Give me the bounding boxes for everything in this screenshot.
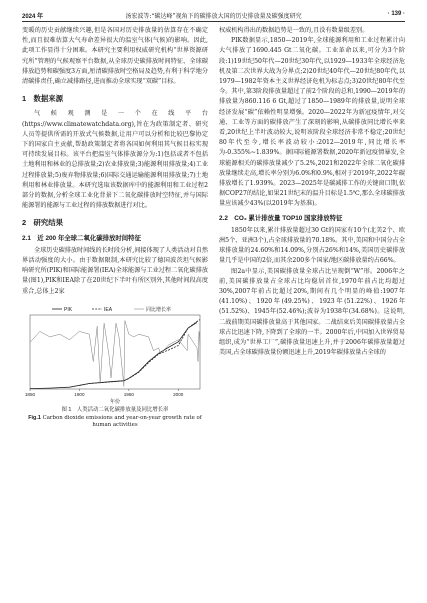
legend-label-0: PIK [64, 306, 73, 313]
page-number: · 139 · [387, 11, 405, 17]
data-source-paragraph: 气候观测是一个在线平台(https://www.climatewatchdata.org),旨在为政策制定者、研究人员等提供所需的开放式气候数据,让用户可以分析和比较巴黎协定下的国家自主贡献,帮助政策制定者将各国如何利用其气候目标实现可持续发展目标。该平台把温室气体排放源分为:1)包括或者不包括土地利用和林业的总排放量;2)农业排放量;3)能源利用排放量;4)工业过程排放量;5)废弃物排放量;6)国际交通运输能源利用排放量;7)土地利用和林业排放量。本研究选取该数据库中的能源利用和工业过程2部分的数据,分析全球工业化背景下二氧化碳排放时空特征,并与国际能源署的能源与工业过程的排放数据进行对比。 [22, 110, 208, 210]
journal-year: 2024 年 [22, 14, 44, 20]
legend-label-2: 同比增长率 [146, 306, 172, 313]
right-column [219, 26, 405, 359]
x-tick-label-0: 1850 [24, 391, 36, 397]
section-heading-data-source: 1 数据来源 [22, 94, 64, 104]
running-title: 汤宏波等:“碳达峰”视角下的碳排放大国的历史排放量及碳强度研究 [125, 13, 302, 20]
emissions-chart [22, 301, 208, 405]
results-paragraph: 全球历史碳排放时间线的长时段分析,间接体现了人类活动对自然界活动强度的大小。由于数据限制,本研究比较了德国波茨坦气候影响研究所(PIK)和国际能源署(IEA)全球能源与工业过程二氧化碳排放量(图1),PIK和IEA除了在20世纪下半叶有所区别外,其他时间段高度重合,总体上2家 [22, 246, 208, 295]
x-tick-label-2: 1950 [123, 391, 134, 397]
figure-caption-text: Carbon dioxide emissions and year-on-year growth rate of human activities [42, 414, 202, 429]
figure-caption [22, 407, 208, 430]
figure-caption-label: Fig.1 [28, 414, 41, 421]
right-paragraph-4: 图2a中显示,美国碳排放量全球占比呈现倒“W”形。2006年之前,美国碳排放量占全球占比均稳居首位,1970年前占比均超过30%,2007年前占比超过20%,期间有几个明显的峰值:1907年(41.10%)、1920年(49.25%)、1923年(51.22%)、1926年(51.52%)、1945年(52.46%);波谷为1938年(34.68%)。这说明,二战前期美国碳排放量高于其他国家。二战结束后美国碳排放量占全球占比迅速下降,下降到了全球的一半。2000年后,中国加入世界贸易组织,成为“世界工厂”,碳排放量迅速上升,并于2006年碳排放量超过美国,占全球碳排放量份额迅速上升,2019年碳排放量占全球的 [219, 267, 405, 357]
plot-frame [30, 315, 200, 389]
left-column [22, 26, 208, 430]
section-heading-results: 2 研究结果 [22, 218, 64, 228]
series-line-2 [30, 320, 200, 386]
series-line-0 [30, 322, 197, 388]
legend-label-1: IEA [104, 306, 113, 313]
right-paragraph-2: PIK数据显示,1850—2019年,全球能源利用和工业过程累计向大气排放了1690.445 Gt二氧化碳。工业革命以来,可分为3个阶段:1)19世纪50年代—20世纪30年代,以1929—1933年全球经济危机及第二次世界大战为分界点;2)20世纪40年代—20世纪80年代,以1979—1982年资本主义世界经济危机为标志点;3)20世纪80年代至今。其中,第3阶段排放量超过了前2个阶段的总和,1990—2019年的排放量为860.116 6 Gt,超过了1850—1989年的排放量,说明全球经济发展“碳”依赖性明显增强。2020—2022年为新冠疫情年,对交通、工业等方面的碳排放产生了深刻的影响,从碳排放同比增长率来看,20世纪上半叶波动较大,说明该阶段全球经济非常不稳定;20世纪80年代至今,增长率波动较小:2012—2019年,同比增长率为-0.355%~1.839%。据国际能源署数据,2020年新冠疫情暴发,全球能源相关的碳排放量减少了5.2%,2021和2022年全球二氧化碳排放量继续走高,增长率分别为6.0%和0.9%,相对于2019年,2022年碳排放增长了1.939%。2023—2025年是碳减排工作的关键窗口期,依据COP27的结论,如果21世纪末的温升目标是1.5℃,那么全球碳排放量应该减少43%(以2019年为基准)。 [219, 37, 405, 208]
figure-caption-en [22, 415, 208, 431]
x-axis-label: 年份 [109, 398, 121, 405]
page-header [22, 9, 405, 22]
x-tick-label-1: 1900 [74, 391, 85, 397]
right-paragraph-1: 权威机构得出的数据趋势是一致的,且没有数量级差别。 [219, 27, 369, 34]
subsection-heading-2-2: 2.2 CO₂ 累计排放量 TOP10 国家排放特征 [219, 214, 343, 222]
x-tick-label-3: 2000 [173, 391, 184, 397]
figure-caption-cn: 图 1 人类活动二氧化碳排放量及同比增长率 [61, 406, 169, 413]
subsection-heading-2-1: 2.1 近 200 年全球二氧化碳排放时间特征 [22, 234, 141, 242]
intro-paragraph-end: 变暖的历史贡献继续兴趣,但是各国对历史排放量的估算存在不确定性,而且很难估算大气寿命差异很大的温室气体(气候)的影响。因此,此项工作显得十分困难。本研究主要利用权威研究机构“世界资源研究所”管理的气候观察平台数据,从全球历史碳排放时间特征、全球碳排放趋势和碳强度3方面,厘清碳排放时空格局及趋势,有利于科学地分清碳排责任,确立减排路径,进而推动全球实现“双碳”目标。 [22, 27, 208, 86]
figure-1 [22, 301, 208, 405]
right-paragraph-3: 1850年以来,累计排放量超过30 Gt的国家有10个(北美2个、欧洲5个、亚洲3个),占全球排放量的70.18%。其中,美国和中国分占全球排放量的24.60%和14.09%,分别占26%和14%,美国历史碳排放量几乎是中国的2倍,而其余200多个国家/地区碳排放量约占66%。 [219, 226, 405, 265]
